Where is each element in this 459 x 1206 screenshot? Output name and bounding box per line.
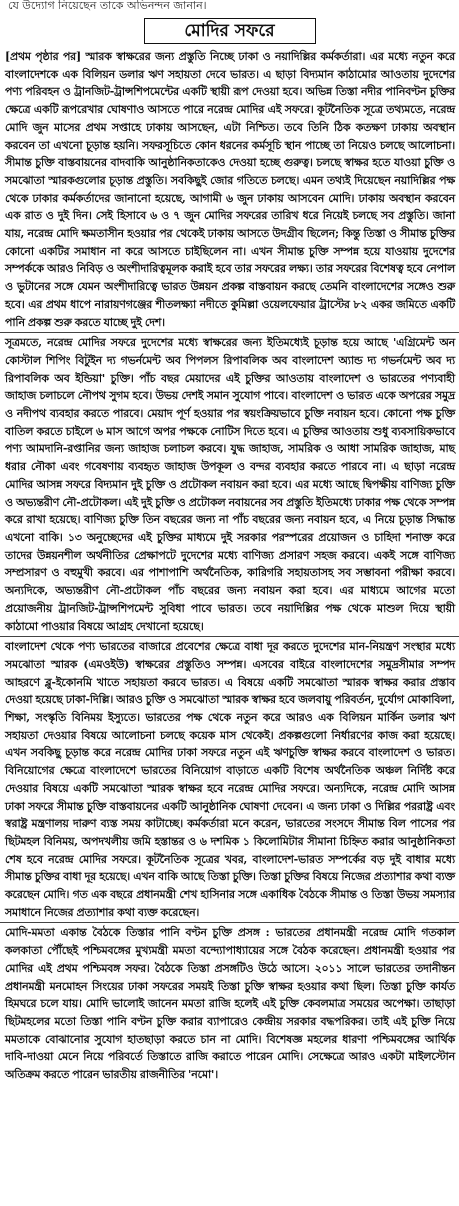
- subheading: মোদি-মমতা একান্ত বৈঠকে তিস্তার পানি বণ্টন চুক্তি প্রসঙ্গ :: [5, 926, 270, 940]
- paragraph-1-text: স্মারক স্বাক্ষরের জন্য প্রস্তুতি নিচ্ছে ঢাকা ও নয়াদিল্লির কর্মকর্তারা। এর মধ্যে নতুন করে বাংলাদেশকে এক বিলিয়ন ডলার ঋণ সহায়তা দেবে ভারত। এ ছাড়া বিদ্যমান কাঠামোর আওতায় দুদেশের পণ্য পরিবহন ও ট্রানজিট-ট্রান্সশিপমেন্টের একটি স্থায়ী রূপ দেওয়া হবে। অভিন্ন তিস্তা নদীর পানিবণ্টন চুক্তির ক্ষেত্রে একটি রূপরেখার ঘোষণাও আসতে পারে নরেন্দ্র মোদির এই সফরে। কূটনৈতিক সূত্রে তথ্যমতে, নরেন্দ্র মোদি জুন মাসের প্রথম সপ্তাহে ঢাকায় আসছেন, এটা নিশ্চিত। তবে তিনি ঠিক কতক্ষণ ঢাকায় অবস্থান করবেন তা এখনো চূড়ান্ত হয়নি। সফরসূচিতে কোন ধরনের কর্মসূচি স্থান পাচ্ছে তা নিয়েও চলছে আলোচনা। সীমান্ত চুক্তি বাস্তবায়নের বাদবাকি আনুষ্ঠানিকতাকেও দেওয়া হচ্ছে গুরুত্ব। চলছে স্বাক্ষর হতে যাওয়া চুক্তি ও সমঝোতা স্মারকগুলোর চূড়ান্ত প্রস্তুতি। সবকিছুই জোর গতিতে চলছে। এমন তথ্যই দিয়েছেন নয়াদিল্লির পক্ষ থেকে ঢাকার কর্মকর্তাদের জানানো হয়েছে, আগামী ৬ জুন ঢাকায় আসবেন মোদি। ঢাকায় অবস্থান করবেন এক রাত ও দুই দিন। সেই হিসাবে ৬ ও ৭ জুন মোদির সফরের তারিখ ধরে নিয়েই চলছে সব প্রস্তুতি। জানা যায়, নরেন্দ্র মোদি ক্ষমতাসীন হওয়ার পর থেকেই ঢাকায় আসতে উদগ্রীব ছিলেন; কিন্তু তিস্তা ও সীমান্ত চুক্তির কোনো একটির সমাধান না করে আসতে চাইছিলেন না। এখন সীমান্ত চুক্তি সম্পন্ন হয়ে যাওয়ায় দুদেশের সম্পর্ককে আরও নিবিড় ও অংশীদারিত্বমূলক করাই হবে তার সফরের লক্ষ্য। তার সফরের বিশেষত্ব হবে নেপাল ও ভুটানের সঙ্গে যেমন অংশীদারিত্বে ভারত উন্নয়ন প্রকল্প বাস্তবায়ন করছে তেমনি বাংলাদেশের সঙ্গেও শুরু হবে। এর প্রথম ধাপে নারায়ণগঞ্জের শীতলক্ষ্যা নদীতে কুমিল্লা ওয়েলফেয়ার ট্রাস্টের ৮২ একর জমিতে একটি পানি প্রকল্প শুরু করতে যাচ্ছে দুই দেশ।: [5, 50, 455, 329]
- paragraph-4: [0, 922, 459, 1083]
- paragraph-1: [0, 48, 459, 331]
- paragraph-4-text: ভারতের প্রধানমন্ত্রী নরেন্দ্র মোদি গতকাল কলকাতা পৌঁছেই পশ্চিমবঙ্গের মুখ্যমন্ত্রী মমতা বন্দ্যোপাধ্যায়ের সঙ্গে বৈঠক করেছেন। প্রধানমন্ত্রী হওয়ার পর মোদির এই প্রথম পশ্চিমবঙ্গ সফর। বৈঠকে তিস্তা প্রসঙ্গটিও উঠে আসে। ২০১১ সালে ভারতের তদানীন্তন প্রধানমন্ত্রী মনমোহন সিংয়ের ঢাকা সফরের সময়ই তিস্তা চুক্তি স্বাক্ষর হওয়ার কথা ছিল। তিস্তা চুক্তি কার্যত হিমঘরে চলে যায়। মোদি ভালোই জানেন মমতা রাজি হলেই এই চুক্তি কেবলমাত্র সময়ের অপেক্ষা। তাছাড়া ছিটমহলের মতো তিস্তা পানি বণ্টন চুক্তি করার ব্যাপারেও কেন্দ্রীয় সরকার বদ্ধপরিকর। তাই এই চুক্তি নিয়ে মমতাকে বোঝানোর সুযোগ হাতছাড়া করতে চান না মোদি। বিশেষজ্ঞ মহলের ধারণা পশ্চিমবঙ্গের আর্থিক দাবি-দাওয়া মেনে নিয়ে পরিবর্তে তিস্তাতে রাজি করাতে পারেন মোদি। সেক্ষেত্রে আরও একটা মাইলস্টোন অতিক্রম করতে পারেন ভারতীয় রাজনীতির 'নমো'।: [5, 926, 455, 1082]
- paragraph-3: [0, 636, 459, 921]
- paragraph-2: [0, 332, 459, 635]
- paragraph-3-text: বাংলাদেশ থেকে পণ্য ভারতের বাজারে প্রবেশের ক্ষেত্রে বাধা দূর করতে দুদেশের মান-নিয়ন্ত্রণ সংস্থার মধ্যে সমঝোতা স্মারক (এমওইউ) স্বাক্ষরের প্রস্তুতিও সম্পন্ন। এসবের বাইরে বাংলাদেশের সমুদ্রসীমার সম্পদ আহরণে ব্লু-ইকোনমি খাতে সহায়তা করবে ভারত। এ বিষয়ে একটি সমঝোতা স্মারক স্বাক্ষর করার প্রস্তাব দেওয়া হয়েছে ঢাকা-দিল্লি। আরও চুক্তি ও সমঝোতা স্মারক স্বাক্ষর হবে জলবায়ু পরিবর্তন, দুর্যোগ মোকাবিলা, শিক্ষা, সংস্কৃতি বিনিময় ইস্যুতে। ভারতের পক্ষ থেকে নতুন করে আরও এক বিলিয়ন মার্কিন ডলার ঋণ সহায়তা দেওয়ার বিষয়ে আলোচনা চলছে কয়েক মাস থেকেই। প্রকল্পগুলো নির্ধারণের কাজ করা হয়েছে। এখন সবকিছু চূড়ান্ত করে নরেন্দ্র মোদির ঢাকা সফরে নতুন এই ঋণচুক্তি স্বাক্ষর করবে বাংলাদেশ ও ভারত। বিনিয়োগের ক্ষেত্রে বাংলাদেশে ভারতের বিনিয়োগ বাড়াতে একটি বিশেষ অর্থনৈতিক অঞ্চল নির্দিষ্ট করে দেওয়ার বিষয়ে একটি সমঝোতা স্মারক স্বাক্ষর হবে নরেন্দ্র মোদির সফরে। অন্যদিকে, নরেন্দ্র মোদি আসন্ন ঢাকা সফরে সীমান্ত চুক্তি বাস্তবায়নের একটি আনুষ্ঠানিক ঘোষণা দেবেন। এ জন্য ঢাকা ও দিল্লির পররাষ্ট্র এবং স্বরাষ্ট্র মন্ত্রণালয় দারুণ ব্যস্ত সময় কাটাচ্ছে। কর্মকর্তারা মনে করেন, ভারতের সংসদে সীমান্ত বিল পাসের পর ছিটমহল বিনিময়, অপদখলীয় জমি হস্তান্তর ও ৬ দশমিক ১ কিলোমিটার সীমানা চিহ্নিত করার আনুষ্ঠানিকতা শেষ হবে নরেন্দ্র মোদির সফরে। কূটনৈতিক সূত্রের খবর, বাংলাদেশ-ভারত সম্পর্কের বড় দুই বাধার মধ্যে সীমান্ত চুক্তির বাধা দূর হয়েছে। এখন বাকি আছে তিস্তা চুক্তি। তিস্তা চুক্তির বিষয়ে নিজের প্রত্যাশার কথা ব্যক্ত করেছেন মোদি। গত এক বছরে প্রধানমন্ত্রী শেখ হাসিনার সঙ্গে একাধিক বৈঠকে সীমান্ত ও তিস্তা উভয় সমস্যার সমাধানে নিজের প্রত্যাশার কথা ব্যক্ত করেছেন।: [5, 640, 455, 919]
- paragraph-2-text: সূত্রমতে, নরেন্দ্র মোদির সফরে দুদেশের মধ্যে স্বাক্ষরের জন্য ইতিমধ্যেই চূড়ান্ত হয়ে আছে 'এগ্রিমেন্ট অন কোস্টাল শিপিং বিটুইন দ্য গভর্নমেন্ট অব পিপলস রিপাবলিক অব বাংলাদেশ অ্যান্ড দ্য গভর্নমেন্ট অব দ্য রিপাবলিক অব ইন্ডিয়া' চুক্তি। পাঁচ বছর মেয়াদের এই চুক্তির আওতায় বাংলাদেশ ও ভারতের পণ্যবাহী জাহাজ চলাচলে নৌপথ সুগম হবে। উভয় দেশই সমান সুযোগ পাবে। বাংলাদেশ ও ভারত একে অপরের সমুদ্র ও নদীপথ ব্যবহার করতে পারবে। মেয়াদ পূর্ণ হওয়ার পর স্বয়ংক্রিয়ভাবে চুক্তি নবায়ন হবে। কোনো পক্ষ চুক্তি বাতিল করতে চাইলে ৬ মাস আগে অপর পক্ষকে নোটিস দিতে হবে। এ চুক্তির আওতায় শুধু ব্যবসায়িকভাবে পণ্য আমদানি-রপ্তানির জন্য জাহাজ চলাচল করবে। যুদ্ধ জাহাজ, সামরিক ও আধা সামরিক জাহাজ, মাছ ধরার নৌকা এবং গবেষণায় ব্যবহৃত জাহাজ উপকূল ও বন্দর ব্যবহার করতে পারবে না। এ ছাড়া নরেন্দ্র মোদির আসন্ন সফরে বিদ্যমান দুই চুক্তি ও প্রটোকল নবায়ন করা হবে। এর মধ্যে আছে দ্বিপক্ষীয় বাণিজ্য চুক্তি ও অভ্যন্তরীণ নৌ-প্রটোকল। এই দুই চুক্তি ও প্রটোকল নবায়নের সব প্রস্তুতি ইতিমধ্যে ঢাকার পক্ষ থেকে সম্পন্ন করে রাখা হয়েছে। বাণিজ্য চুক্তি তিন বছরের জন্য না পাঁচ বছরের জন্য নবায়ন হবে, এ নিয়ে চূড়ান্ত সিদ্ধান্ত এখনো বাকি। ১৩ অনুচ্ছেদের এই চুক্তির মাধ্যমে দুই সরকার পরস্পরের প্রয়োজন ও চাহিদা শনাক্ত করে তাদের উন্নয়নশীল অর্থনীতির প্রেক্ষাপটে দুদেশের মধ্যে বাণিজ্য প্রসারণ সহজ করবে। একই সঙ্গে বাণিজ্য সম্প্রসারণ ও বহুমুখী করবে। এর পাশাপাশি অর্থনৈতিক, কারিগরি সহায়তাসহ সব সম্ভাবনা পরীক্ষা করবে। অন্যদিকে, অভ্যন্তরীণ নৌ-প্রটোকল পাঁচ বছরের জন্য নবায়ন করা হবে। এর মাধ্যমে আগের মতো প্রয়োজনীয় ট্রানজিট-ট্রান্সশিপমেন্ট সুবিধা পাবে ভারত। তবে নয়াদিল্লির পক্ষ থেকে মাশুল দিয়ে স্থায়ী কাঠামো পাওয়ার বিষয়ে আগ্রহ দেখানো হয়েছে।: [5, 336, 455, 633]
- article-title: মোদির সফরে: [144, 18, 316, 44]
- previous-text-fragment: যে উদ্যোগ নিয়েছেন তাকে অভিনন্দন জানান।: [8, 0, 207, 12]
- continuation-label: [প্রথম পৃষ্ঠার পর]: [5, 50, 82, 63]
